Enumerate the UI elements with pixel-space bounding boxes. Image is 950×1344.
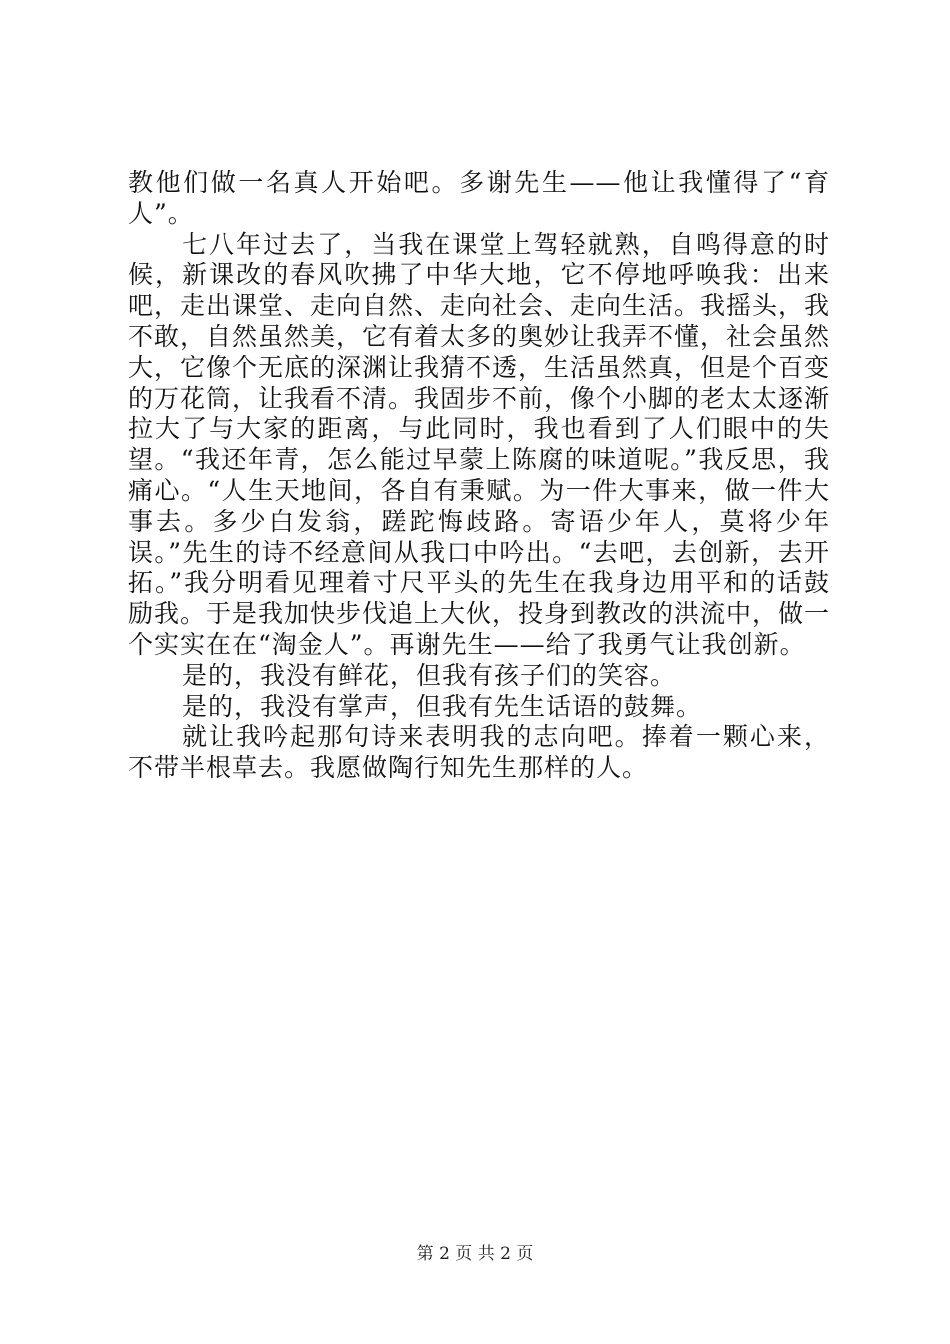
paragraph-continuation: 教他们做一名真人开始吧。多谢先生——他让我懂得了“育人”。 xyxy=(128,168,830,228)
paragraph-smiles: 是的，我没有鲜花，但我有孩子们的笑容。 xyxy=(182,660,677,690)
paragraph-reform: 七八年过去了，当我在课堂上驾轻就熟，自鸣得意的时候，新课改的春风吹拂了中华大地，它不停地呼唤我：出来吧，走出课堂、走向自然、走向社会、走向生活。我摇头，我不敢，自然虽然美，它有着太多的奥妙让我弄不懂，社会虽然大，它像个无底的深渊让我猜不透，生活虽然真，但是个百变的万花筒，让我看不清。我固步不前，像个小脚的老太太逐渐拉大了与大家的距离，与此同时，我也看到了人们眼中的失望。“我还年青，怎么能过早蒙上陈腐的味道呢。”我反思，我痛心。“人生天地间，各自有秉赋。为一件大事来，做一件大事去。多少白发翁，蹉跎悔歧路。寄语少年人，莫将少年误。”先生的诗不经意间从我口中吟出。“去吧，去创新，去开拓。”我分明看见理着寸尺平头的先生在我身边用平和的话鼓励我。于是我加快步伐追上大伙，投身到教改的洪流中，做一个实实在在“淘金人”。再谢先生——给了我勇气让我创新。 xyxy=(128,229,831,659)
paragraph-encouragement: 是的，我没有掌声，但我有先生话语的鼓舞。 xyxy=(182,691,703,721)
document-body xyxy=(128,168,830,784)
page-number-footer: 第 2 页 共 2 页 xyxy=(416,1244,534,1264)
paragraph-resolution: 就让我吟起那句诗来表明我的志向吧。捧着一颗心来，不带半根草去。我愿做陶行知先生那样的人。 xyxy=(128,722,830,783)
